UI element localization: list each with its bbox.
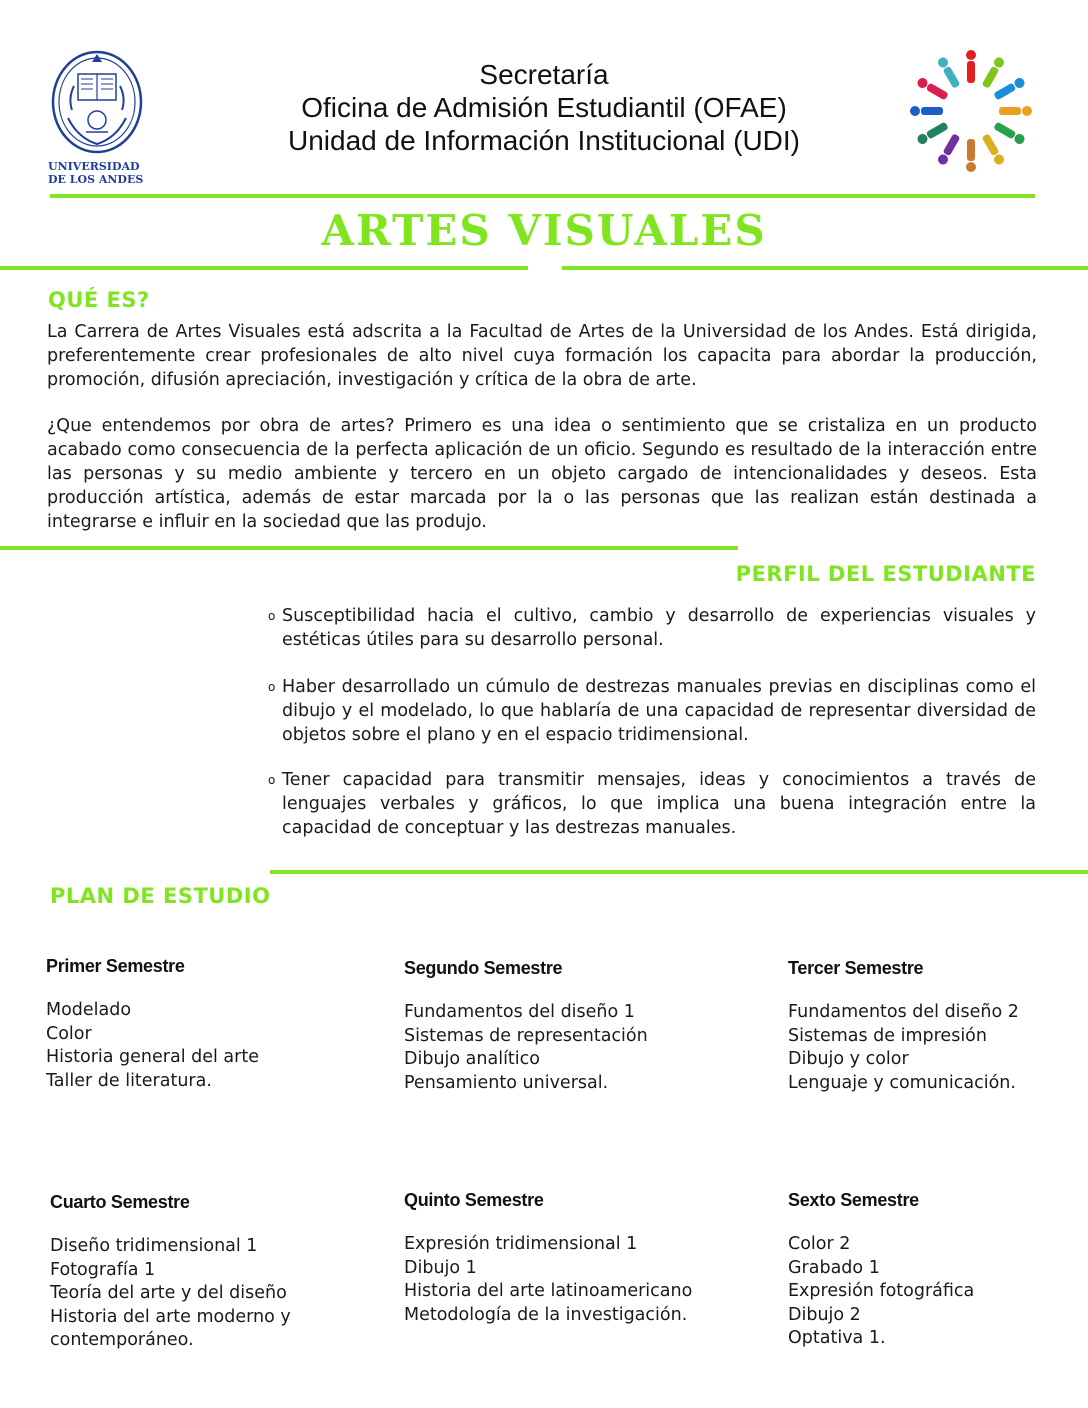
- page-title: ARTES VISUALES: [321, 206, 767, 255]
- perfil-item: [268, 768, 1036, 840]
- perfil-divider: [270, 870, 1088, 874]
- course-item: Diseño tridimensional 1: [50, 1236, 258, 1256]
- people-circle-icon: [906, 46, 1036, 176]
- semester-title: Primer Semestre: [46, 956, 185, 976]
- que-es-paragraph-2: ¿Que entendemos por obra de artes? Primero es una idea o sentimiento que se cristaliza en un producto acabado como consecuencia de la perfecta aplicación de un oficio. Segundo es resultado de la interacción entre las personas y su medio ambiente y tercero en un objeto cargado de intencionalidades y deseos. Esta producción artística, además de estar marcada por la o las personas que las realizan están destinada a integrarse e influir en la sociedad que las produjo.: [47, 416, 1037, 532]
- course-item: Dibujo 1: [404, 1257, 477, 1278]
- course-item: Color: [46, 1023, 92, 1044]
- semester-title: Tercer Semestre: [788, 958, 924, 978]
- course-item: Pensamiento universal.: [404, 1072, 609, 1093]
- bullet-icon: o: [268, 680, 276, 694]
- perfil-item: [268, 604, 1036, 652]
- course-item: Sistemas de representación: [404, 1025, 648, 1046]
- section-heading-plan: PLAN DE ESTUDIO: [50, 884, 271, 908]
- section-heading-que-es: QUÉ ES?: [48, 288, 150, 312]
- course-item: Fotografía 1: [50, 1259, 156, 1280]
- header-divider: [50, 194, 1035, 198]
- section-heading-perfil: PERFIL DEL ESTUDIANTE: [735, 562, 1036, 586]
- title-underline-right: [562, 266, 1088, 270]
- logo-text-line2: DE LOS ANDES: [48, 173, 144, 186]
- semester-title: Segundo Semestre: [404, 958, 563, 978]
- course-item: Historia general del arte: [46, 1047, 259, 1067]
- course-item: Dibujo 2: [788, 1304, 861, 1325]
- perfil-item: [268, 675, 1036, 747]
- course-item: Dibujo analítico: [404, 1049, 540, 1069]
- course-item: Color 2: [788, 1234, 851, 1254]
- semester-block: [788, 958, 1068, 1095]
- semester-title: Sexto Semestre: [788, 1190, 919, 1210]
- semester-title: Quinto Semestre: [404, 1190, 544, 1210]
- semester-block: [788, 1190, 1068, 1351]
- bullet-icon: o: [268, 773, 276, 787]
- course-item: Fundamentos del diseño 1: [404, 1002, 635, 1022]
- title-underline-left: [0, 266, 528, 270]
- header-udi: Unidad de Información Institucional (UDI): [287, 125, 800, 156]
- course-item: Fundamentos del diseño 2: [788, 1002, 1019, 1022]
- header-ofae: Oficina de Admisión Estudiantil (OFAE): [301, 92, 787, 123]
- logo-text-line1: UNIVERSIDAD: [48, 160, 140, 173]
- que-es-paragraph-1: La Carrera de Artes Visuales está adscrita a la Facultad de Artes de la Universidad de los Andes. Está dirigida, preferentemente crear profesionales de alto nivel cuya formación los capacita para abordar la producción, promoción, difusión apreciación, investigación y crítica de la obra de arte.: [47, 322, 1037, 390]
- semester-title: Cuarto Semestre: [50, 1192, 190, 1212]
- course-item: Expresión tridimensional 1: [404, 1234, 638, 1254]
- semester-block: [404, 958, 734, 1095]
- course-item: Dibujo y color: [788, 1049, 909, 1069]
- course-item: Grabado 1: [788, 1257, 880, 1278]
- course-item: Historia del arte latinoamericano: [404, 1281, 693, 1301]
- semester-block: [50, 1192, 380, 1353]
- perfil-item-text: Susceptibilidad hacia el cultivo, cambio y desarrollo de experiencias visuales y estéticas útiles para su desarrollo personal.: [282, 606, 1036, 650]
- header-secretaria: Secretaría: [479, 59, 609, 90]
- course-item: Historia del arte moderno y contemporáneo.: [50, 1306, 291, 1350]
- course-item: Taller de literatura.: [46, 1070, 212, 1091]
- semester-block: [46, 956, 376, 1093]
- que-es-divider: [0, 546, 738, 550]
- people-circle-logo: [906, 46, 1036, 176]
- bullet-icon: o: [268, 609, 276, 623]
- course-item: Sistemas de impresión: [788, 1025, 987, 1046]
- course-item: Optativa 1.: [788, 1328, 886, 1348]
- course-item: Lenguaje y comunicación.: [788, 1072, 1016, 1093]
- course-item: Expresión fotográfica: [788, 1281, 975, 1301]
- course-item: Modelado: [46, 1000, 132, 1020]
- perfil-item-text: Haber desarrollado un cúmulo de destrezas manuales previas en disciplinas como el dibujo y el modelado, lo que hablaría de una capacidad de representar diversidad de objetos sobre el plano y en el espacio tridimensional.: [282, 677, 1036, 745]
- semester-block: [404, 1190, 734, 1327]
- course-item: Metodología de la investigación.: [404, 1304, 688, 1325]
- course-item: Teoría del arte y del diseño: [50, 1283, 287, 1303]
- perfil-item-text: Tener capacidad para transmitir mensajes, ideas y conocimientos a través de lenguajes verbales y gráficos, lo que implica una buena integración entre la capacidad de conceptuar y las destrezas manuales.: [282, 770, 1036, 838]
